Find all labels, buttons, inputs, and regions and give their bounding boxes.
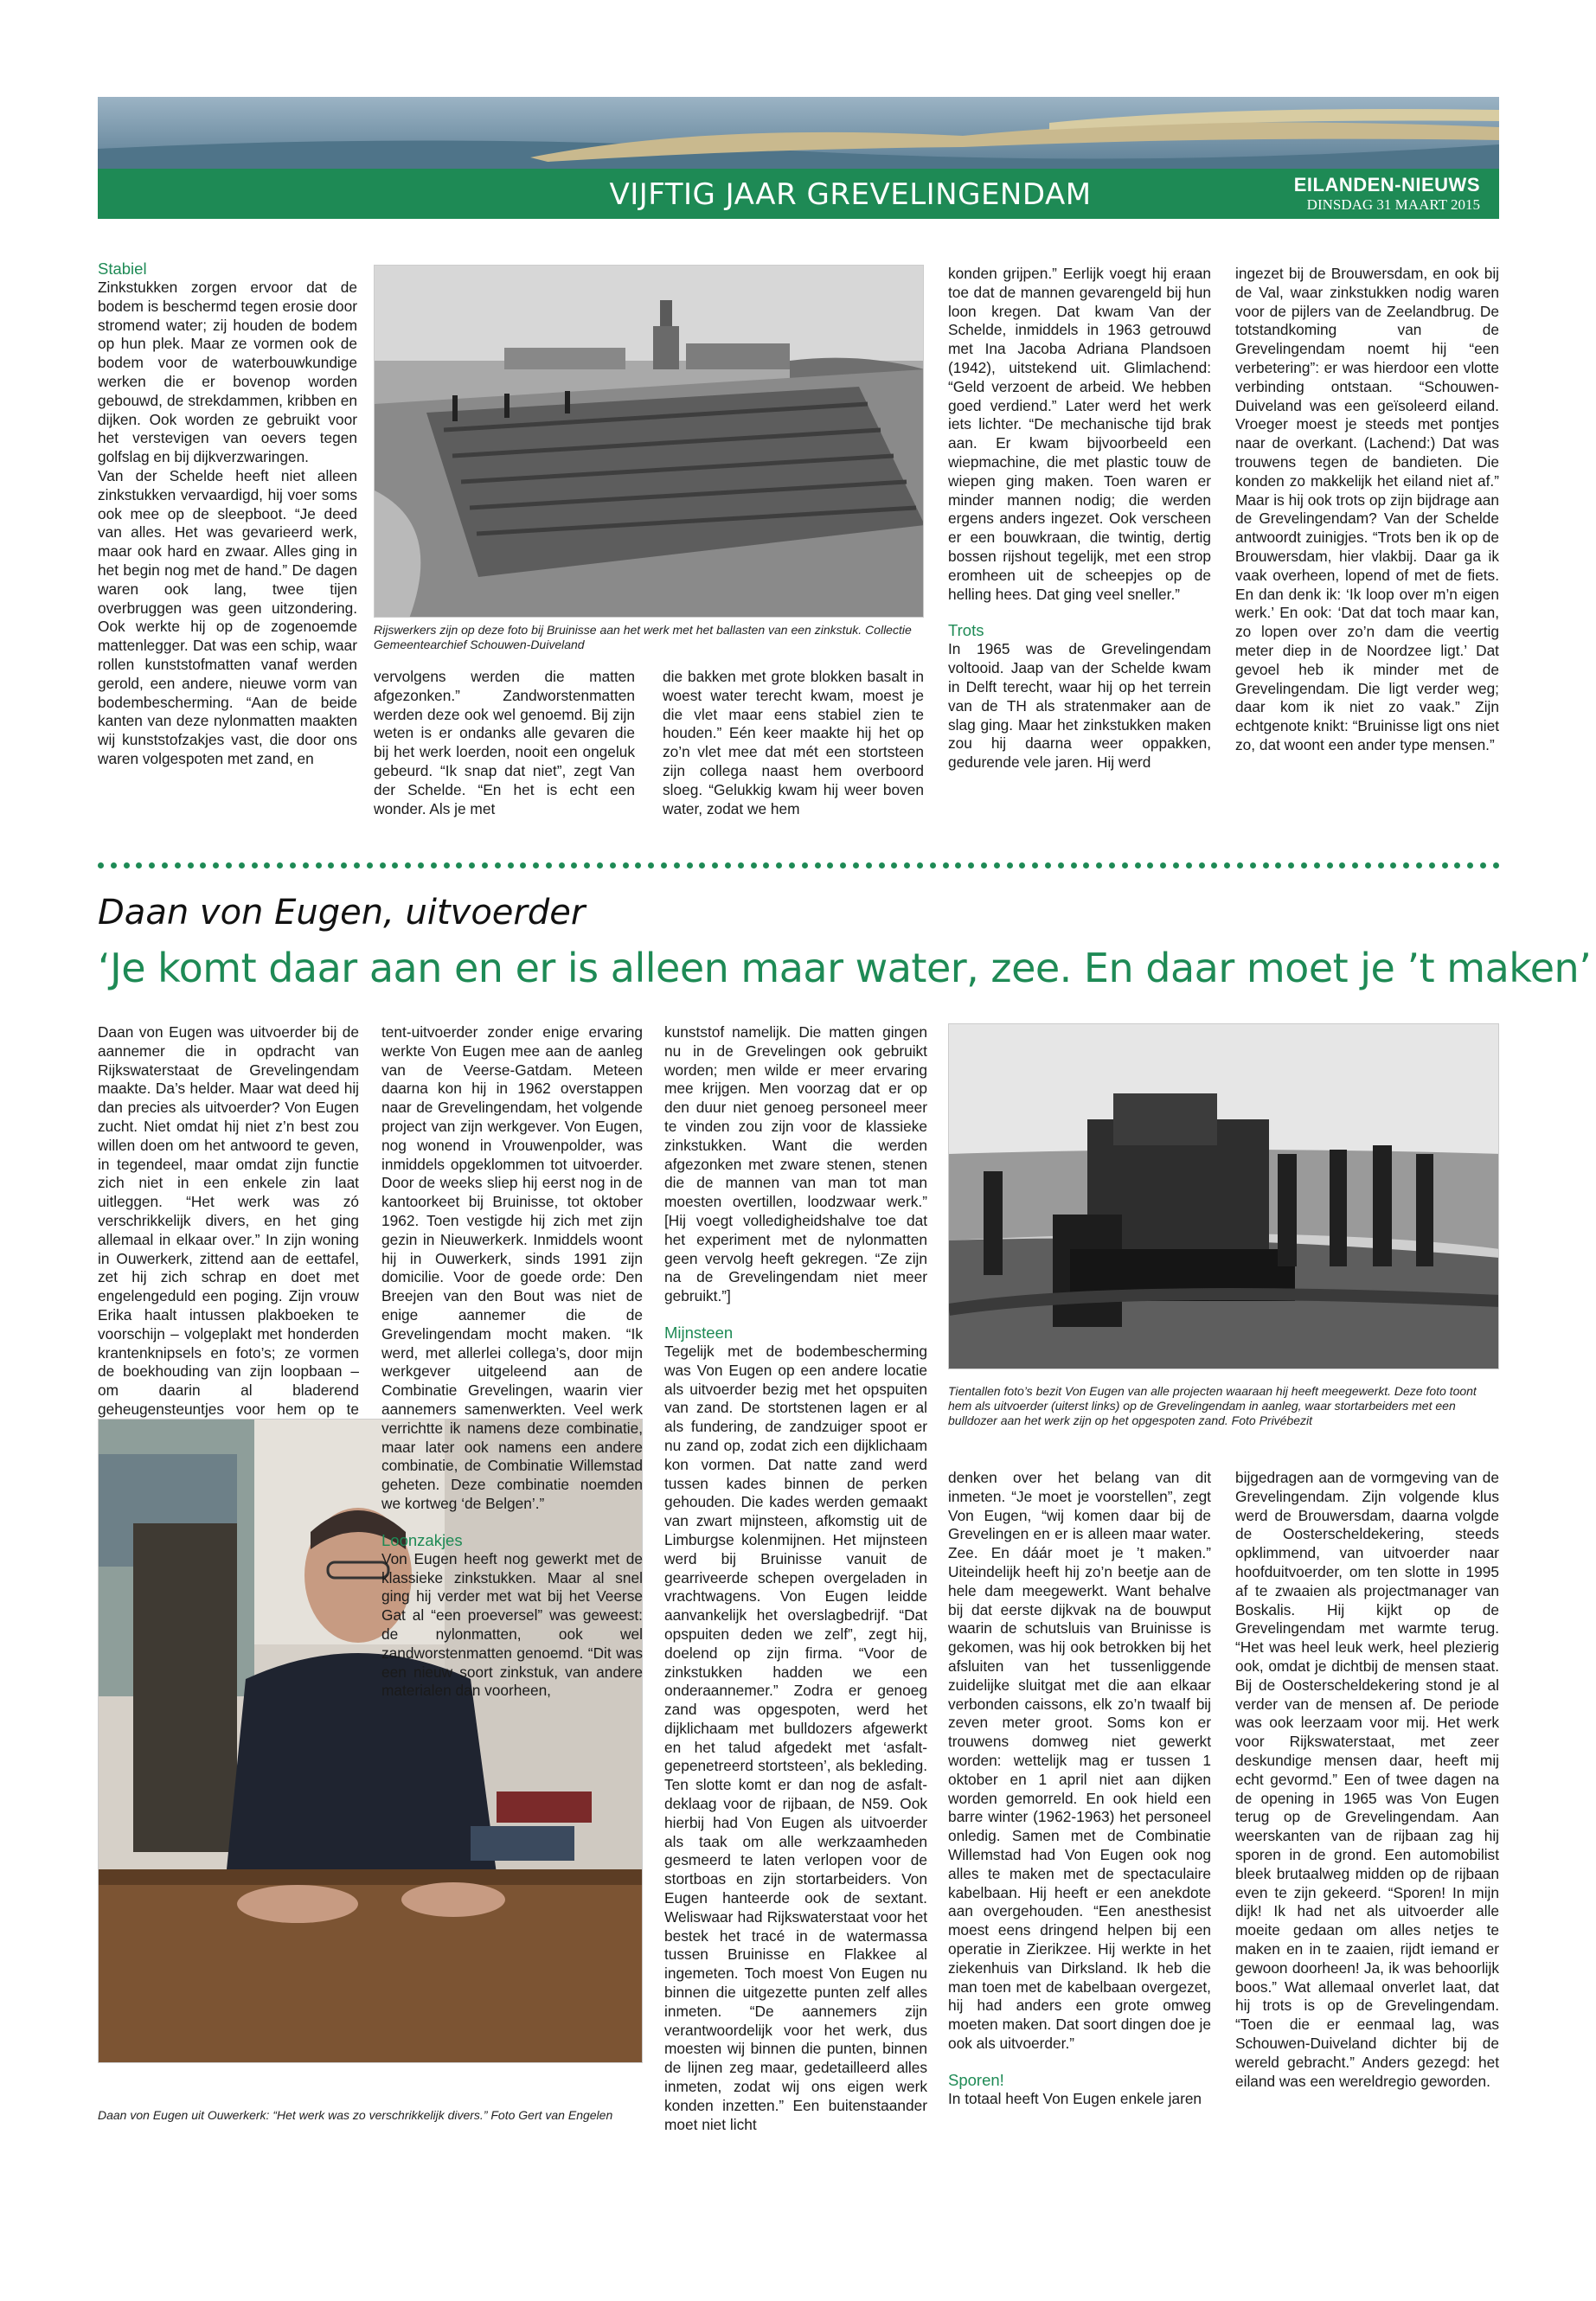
separator-dot bbox=[290, 862, 296, 868]
separator-dot bbox=[661, 862, 667, 868]
separator-dot bbox=[635, 862, 641, 868]
separator-dot bbox=[1007, 862, 1013, 868]
separator-dot bbox=[738, 862, 744, 868]
separator-dot bbox=[1327, 862, 1333, 868]
newspaper-brand: EILANDEN-NIEUWS bbox=[1293, 174, 1480, 195]
top-article-column-5: ingezet bij de Brouwersdam, en ook bij de Val, waar zinkstukken nodig waren voor de pijlers van de Zeelandbrug. De totstandkoming van de Grevelingendam noemt hij “een verbetering”: er was hierdoor een vlotte verbinding ontstaan. “Schouwen-Duiveland was een geïsoleerd eiland. Vroeger moest je steeds met pontjes naar de overkant. (Lachend:) Dat was trouwens tegen de bandieten. Die konden zo makkelijk het eiland niet af.” Maar is hij ook trots op zijn bijdrage aan de Grevelingendam? Van der Schelde antwoordt zuinigjes. “Trots ben ik op de Brouwersdam, hier vlakbij. Daar ga ik vaak overheen, lopend of met de fiets. En dan denk ik: ‘Ik loop over m’n eigen werk.’ En ook: ‘Dat dat toch maar kan, zo lopen over zo’n dam die veertig meter diep in de Noordzee ligt.’ Dat gevoel heb ik minder met de Grevelingendam. Die ligt verder weg; daar kom ik niet zo vaak.” Zijn echtgenote knikt: “Bruinisse ligt ons niet zo, dat woont een ander type mensen.” bbox=[1235, 265, 1499, 753]
separator-dot bbox=[1416, 862, 1422, 868]
paragraph: In totaal heeft Von Eugen enkele jaren bbox=[948, 2089, 1202, 2107]
separator-dot bbox=[226, 862, 232, 868]
separator-dot bbox=[802, 862, 808, 868]
separator-dot bbox=[111, 862, 117, 868]
paragraph: denken over het belang van dit inmeten. “Je moet je voorstellen”, zegt Von Eugen, “wij komen daar bij de Grevelingen en er is alleen maar water. Zee. En dáár moet je ’t maken.” Uiteindelijk heeft hij zo’n beetje aan de hele dam meegewerkt. Want behalve bij dat eerste dijkvak na de bouwput waarin de schutsluis van Bruinisse is gekomen, was hij ook betrokken bij het afsluiten van het tussenliggende zuidelijke sluitgat met die aan elkaar verbonden caissons, elk zo’n twaalf bij zeven meter groot. Soms kon er trouwens domweg niet gewerkt worden: wettelijk mag er tussen 1 oktober en 1 april niet aan dijken worden gemorreld. En ook hield een barre winter (1962-1963) het personeel onledig. Samen met de Combinatie Willemstad had Von Eugen ook nog alles te maken met de spectaculaire kabelbaan. Hij heeft er een anekdote aan overgehouden. “Een anesthesist moest eens dringend helpen bij een operatie in Zierikzee. Hij werkte in het ziekenhuis van Dirksland. Ik heb die man toen met de kabelbaan overgezet, hij had anders een grote omweg moeten maken. Dat soort dingen doe je ook als uitvoerder.” bbox=[948, 1469, 1211, 2052]
paragraph: konden grijpen.” Eerlijk voegt hij eraan toe dat de mannen gevarengeld bij hun loon kregen. Dat kwam Van der Schelde, inmiddels in 1963 getrouwd met Ina Jacoba Adriana Plandsoen (1942), uitstekend uit. Glimlachend: “Geld verzoent de arbeid. We hebben goed verdiend.” Later werd het werk iets lichter. “De mechanische tijd brak aan. Er kwam bijvoorbeeld een wiepmachine, die met plastic touw de wiepen ging maken. Toen waren er minder mannen nodig; die werden ergens anders ingezet. Ook verscheen er een bouwkraan, die twintig, dertig bossen rijshout tegelijk, met een strop eromheen uit de scheepjes op de helling hees. Dat ging veel sneller.” bbox=[948, 265, 1211, 603]
separator-dot bbox=[482, 862, 488, 868]
separator-dot bbox=[1032, 862, 1038, 868]
separator-dot bbox=[866, 862, 872, 868]
separator-dot bbox=[1275, 862, 1281, 868]
separator-dot bbox=[1480, 862, 1486, 868]
separator-dot bbox=[891, 862, 897, 868]
separator-dot bbox=[136, 862, 142, 868]
separator-dot bbox=[98, 862, 104, 868]
separator-dot bbox=[1237, 862, 1243, 868]
separator-dot bbox=[1058, 862, 1064, 868]
portrait-caption: Daan von Eugen uit Ouwerkerk: “Het werk was zo verschrikkelijk divers.” Foto Gert van Engelen bbox=[98, 2108, 613, 2122]
top-article-column-4 bbox=[948, 265, 1211, 772]
separator-dot bbox=[930, 862, 936, 868]
separator-dot bbox=[341, 862, 347, 868]
separator-dot bbox=[1045, 862, 1051, 868]
separator-dot bbox=[1301, 862, 1307, 868]
separator-dot bbox=[1352, 862, 1358, 868]
section-subhead: Trots bbox=[948, 621, 984, 640]
separator-dot bbox=[674, 862, 680, 868]
section-subhead: Sporen! bbox=[948, 2070, 1004, 2089]
main-article-column-5: bijgedragen aan de vormgeving van de Grevelingendam. Zijn volgende klus werd de Brouwersdam, daarna volgde de Oosterscheldekering, steeds opklimmend, van uitvoerder naar hoofduitvoerder, om ten slotte in 1995 af te zwaaien als projectmanager van Boskalis. Hij kijkt op de Grevelingendam met warmte terug. “Het was heel leuk werk, heel plezierig ook, omdat je dichtbij de mensen staat. Bij de Oosterscheldekering stond je al verder van de mensen af. De periode was ook leerzaam voor mij. Het werk voor Rijkswaterstaat, met zeer deskundige mensen daar, heeft mij echt gevormd.” Een of twee dagen na de opening in 1965 was Von Eugen terug op de Grevelingendam. Aan weerskanten van de rijbaan zag hij sporen in de grond. Een automobilist bleek brutaalweg midden op de rijbaan even te zijn gekeerd. “Sporen! In mijn dijk! Ik had net als uitvoerder alle moeite gedaan om alles netjes te maken en in te zaaien, rijdt iemand er gewoon doorheen! Ja, ik was behoorlijk boos.” Wat allemaal onverlet laat, dat hij trots is op de Grevelingendam. “Toen die er eenmaal lag, was Schouwen-Duiveland dichter bij de wereld gebracht.” Anders gezegd: het eiland was een wereldregio geworden. bbox=[1235, 1469, 1499, 2090]
separator-dot bbox=[533, 862, 539, 868]
paragraph: Zinkstukken zorgen ervoor dat de bodem is beschermd tegen erosie door stromend water; zij houden de bodem op hun plek. Maar ze vormen ook de bodem voor de waterbouwkundige werken die er bovenop worden gebouwd, de strekdammen, kribben en dijken. Ook worden ze gebruikt voor het verstevigen van oevers tegen golfslag en bij dijkverzwaringen. bbox=[98, 279, 357, 466]
separator-dot bbox=[124, 862, 130, 868]
separator-dot bbox=[1454, 862, 1460, 868]
separator-dot bbox=[1288, 862, 1294, 868]
separator-dot bbox=[648, 862, 654, 868]
bulldozer-photo-caption: Tientallen foto’s bezit Von Eugen van alle projecten waaraan hij heeft meegewerkt. Deze foto toont hem als uitvoerder (uiterst links) op de Grevelingendam in aanleg, waar stortarbeiders met een bulldozer aan het werk zijn op het opgespoten zand. Foto Privébezit bbox=[948, 1384, 1477, 1427]
separator-dot bbox=[584, 862, 590, 868]
separator-dot bbox=[1224, 862, 1230, 868]
separator-dot bbox=[1071, 862, 1077, 868]
separator-dot bbox=[853, 862, 859, 868]
separator-dot bbox=[354, 862, 360, 868]
separator-dot bbox=[1199, 862, 1205, 868]
separator-dot bbox=[520, 862, 526, 868]
separator-dot bbox=[444, 862, 450, 868]
separator-dot bbox=[328, 862, 334, 868]
separator-dot bbox=[827, 862, 833, 868]
separator-dot bbox=[776, 862, 782, 868]
separator-dot bbox=[1378, 862, 1384, 868]
separator-dot bbox=[687, 862, 693, 868]
section-title: VIJFTIG JAAR GREVELINGENDAM bbox=[609, 177, 1092, 212]
separator-dot bbox=[1096, 862, 1102, 868]
separator-dot bbox=[1314, 862, 1320, 868]
separator-dot bbox=[789, 862, 795, 868]
separator-dot bbox=[149, 862, 155, 868]
separator-dot bbox=[1442, 862, 1448, 868]
separator-dot bbox=[994, 862, 1000, 868]
separator-dot bbox=[904, 862, 910, 868]
separator-dot bbox=[200, 862, 206, 868]
separator-dot bbox=[495, 862, 501, 868]
section-subhead: Mijnsteen bbox=[664, 1323, 734, 1342]
separator-dot bbox=[1339, 862, 1345, 868]
separator-dot bbox=[418, 862, 424, 868]
section-subhead: Stabiel bbox=[98, 260, 147, 278]
top-article-column-3: die bakken met grote blokken basalt in woest water terecht kwam, moest je die vlet maar eens stabiel zien te houden.” Eén keer maakte hij het op zo’n vlet mee dat mét een stortsteen zijn collega naast hem overboord sloeg. “Gelukkig kwam hij weer boven water, zodat we hem bbox=[663, 668, 924, 817]
separator-dot bbox=[213, 862, 219, 868]
separator-dot bbox=[815, 862, 821, 868]
separator-dot bbox=[763, 862, 769, 868]
paragraph: Van der Schelde heeft niet alleen zinkstukken vervaardigd, hij voer soms ook mee op de sleepboot. “Je deed van alles. Het was gevarieerd werk, maar ook hard en zwaar. Alles ging in het begin nog met de hand.” De dagen waren ook lang, twee tijen overbruggen was geen uitzondering. Ook werkte hij op de zogenoemde mattenlegger. Dat was een schip, waar rollen kunststofmatten vanaf werden gerold, een andere, nieuwe vorm van bodembescherming. “Aan de beide kanten van deze nylonmatten maakten wij kunststofzakjes vast, die door ons waren volgespoten met zand, en bbox=[98, 466, 357, 767]
historical-photo-bulldozer bbox=[948, 1023, 1499, 1369]
separator-dot bbox=[1211, 862, 1217, 868]
separator-dot bbox=[1186, 862, 1192, 868]
main-article-column-4 bbox=[948, 1469, 1211, 2109]
paragraph: In 1965 was de Grevelingendam voltooid. Jaap van der Schelde kwam in Delft terecht, waar hij op het terrein van de TH als stratenmaker aan de slag ging. Maar het zinkstukken maken zou hij daarna weer oppakken, gedurende vele jaren. Hij werd bbox=[948, 640, 1211, 772]
separator-dot bbox=[955, 862, 961, 868]
separator-dot bbox=[508, 862, 514, 868]
separator-dot bbox=[610, 862, 616, 868]
separator-dot bbox=[1263, 862, 1269, 868]
section-subhead: Loonzakjes bbox=[381, 1530, 463, 1549]
article-kicker: Daan von Eugen, uitvoerder bbox=[98, 893, 586, 933]
paragraph: tent-uitvoerder zonder enige ervaring werkte Von Eugen mee aan de aanleg van de Veerse-Gatdam. Meteen daarna kon hij in 1962 overstappen naar de Grevelingendam, het volgende project van zijn werkgever. Von Eugen, nog wonend in Vrouwenpolder, was inmiddels opgeklommen tot uitvoerder. Door de weeks sliep hij eerst nog in de kantoorkeet bij Bruinisse, tot oktober 1962. Toen vestigde hij zich met zijn gezin in Nieuwerkerk. Inmiddels woont hij in Ouwerkerk, sinds 1991 zijn domicilie. Voor de goede orde: Den Breejen van den Bout was niet de enige aannemer die de Grevelingendam mocht maken. “Ik werd, met allerlei collega’s, door mijn werkgever uitgeleend aan de Combinatie Grevelingen, waarin vier aannemers samenwerkten. Veel werk verrichtte ik namens deze combinatie, maar later ook namens een andere combinatie, de Combinatie Willemstad geheten. Deze combinatie noemden we kortweg ‘de Belgen’.” bbox=[381, 1023, 643, 1512]
separator-dot bbox=[316, 862, 322, 868]
separator-dot bbox=[968, 862, 974, 868]
paragraph: Von Eugen heeft nog gewerkt met de klassieke zinkstukken. Maar al snel ging hij verder met wat bij het Veerse Gat al “een proeversel” was geweest: de nylonmatten, ook wel zandworstenmatten genoemd. “Dit was een nieuw soort zinkstuk, van andere materialen dan voorheen, bbox=[381, 1549, 643, 1700]
header-aerial-photo bbox=[98, 97, 1499, 169]
separator-dot bbox=[392, 862, 398, 868]
separator-dot bbox=[1122, 862, 1128, 868]
separator-dot bbox=[1403, 862, 1409, 868]
separator-dot bbox=[699, 862, 705, 868]
paragraph: Tegelijk met de bodembescherming was Von Eugen op een andere locatie als uitvoerder bezig met het opspuiten van zand. De stortstenen lagen er al als fundering, de zandzuiger spoot er nu zand op, zodat zich een dijklichaam kon vormen. Dat natte zand werd tussen kades binnen de perken gehouden. Die kades werden gemaakt van zwart mijnsteen, afkomstig uit de Limburgse kolenmijnen. Het mijnsteen werd bij Bruinisse vanuit de gearriveerde schepen overgeladen in vrachtwagens. Von Eugen leidde aanvankelijk het overslagbedrijf. “Dat opspuiten deden we zelf”, zegt hij, doelend op zijn firma. “Voor de zinkstukken hadden we een onderaannemer.” Zodra er genoeg zand was opgespoten, werd het dijklichaam met bulldozers afgewerkt en het talud afgedekt met ‘asfalt-gepenetreerd stortsteen’, als bekleding. Ten slotte komt er dan nog de asfalt-deklaag voor de rijbaan, de N59. Ook hierbij had Von Eugen als uitvoerder als taak om alle werkzaamheden gesmeerd te laten verlopen voor de stortboas en zijn stortarbeiders. Von Eugen hanteerde ook de sextant. Weliswaar had Rijkswaterstaat voor het bestek het tracé in de watermassa tussen Bruinisse en Flakkee al ingemeten. Toch moest Von Eugen nu binnen die uitgezette punten zelf alles inmeten. “De aannemers zijn verantwoordelijk voor het werk, dus moesten wij binnen die punten, binnen de lijnen zeg maar, gedetailleerd alles inmeten, zodat wij ons eigen werk konden inzetten.” Een buitenstaander moet niet licht bbox=[664, 1342, 927, 2133]
separator-dot bbox=[1365, 862, 1371, 868]
top-photo-caption: Rijswerkers zijn op deze foto bij Bruinisse aan het werk met het ballasten van een zinkstuk. Collectie Gemeentearchief Schouwen-Duiveland bbox=[374, 623, 912, 651]
separator-dot bbox=[1019, 862, 1025, 868]
separator-dot bbox=[264, 862, 270, 868]
separator-dot bbox=[623, 862, 629, 868]
separator-dot bbox=[431, 862, 437, 868]
historical-photo-mattress bbox=[374, 265, 924, 618]
separator-dot bbox=[1493, 862, 1499, 868]
separator-dot bbox=[1160, 862, 1166, 868]
paragraph: Daan von Eugen was uitvoerder bij de aannemer die in opdracht van Rijkswaterstaat de Grevelingendam maakte. Da’s helder. Maar wat deed hij dan precies als uitvoerder? Von Eugen zucht. Niet omdat hij niet z’n best zou willen doen om het antwoord te geven, in tegendeel, maar omdat zijn functie zich niet in een enkele zin laat uitleggen. “Het werk was zó verschrikkelijk divers, en het ging allemaal in elkaar over.” In zijn woning in Ouwerkerk, zittend aan de eettafel, zet hij zich schrap en doet met engelengeduld een poging. Zijn vrouw Erika haalt intussen plakboeken te voorschijn – volgeplakt met honderden krantenknipsels en foto’s; ze vormen de boekhouding van zijn loopbaan – om daarin al bladerend geheugensteuntjes voor hem op te bbox=[98, 1023, 359, 1418]
main-article-column-3 bbox=[664, 1023, 927, 2134]
separator-dot bbox=[239, 862, 245, 868]
separator-dot bbox=[1390, 862, 1396, 868]
separator-dot bbox=[597, 862, 603, 868]
separator-dot bbox=[1173, 862, 1179, 868]
separator-dot bbox=[879, 862, 885, 868]
separator-dot bbox=[751, 862, 757, 868]
separator-dot bbox=[405, 862, 411, 868]
separator-dot bbox=[367, 862, 373, 868]
article-headline: ‘Je komt daar aan en er is alleen maar water, zee. En daar moet je ’t maken’ bbox=[98, 945, 1592, 991]
separator-dot bbox=[1147, 862, 1153, 868]
separator-dot bbox=[1109, 862, 1115, 868]
main-article-column-2 bbox=[381, 1023, 643, 1701]
separator-dot bbox=[277, 862, 283, 868]
separator-dot bbox=[380, 862, 386, 868]
separator-dot bbox=[303, 862, 309, 868]
separator-dot bbox=[1429, 862, 1435, 868]
separator-dot bbox=[1467, 862, 1473, 868]
separator-dot bbox=[1135, 862, 1141, 868]
separator-dot bbox=[1250, 862, 1256, 868]
separator-dot bbox=[917, 862, 923, 868]
separator-dot bbox=[571, 862, 577, 868]
separator-dot bbox=[981, 862, 987, 868]
separator-dot bbox=[188, 862, 194, 868]
separator-dot bbox=[546, 862, 552, 868]
separator-dot bbox=[725, 862, 731, 868]
top-article-column-2: vervolgens werden die matten afgezonken.” Zandworstenmatten werden deze ook wel genoemd. Bij zijn weten is er ondanks alle gevaren die bij het werk loerden, nooit een ongeluk gebeurd. “Ik snap dat niet”, zegt Van der Schelde. “En het is echt een wonder. Als je met bbox=[374, 668, 635, 817]
paragraph: kunststof namelijk. Die matten gingen nu in de Grevelingen ook gebruikt worden; men wilde er meer ervaring mee krijgen. Men voorzag dat er op den duur niet genoeg personeel meer te vinden zou zijn voor de klassieke zinkstukken. Want die werden afgezonken met zware stenen, stenen die de mannen van man tot man moesten overtillen, loodzwaar werk.” [Hij voegt volledigheidshalve toe dat het experiment met de nylonmatten geen vervolg heeft gekregen. “Ze zijn na de Grevelingendam niet meer gebruikt.”] bbox=[664, 1023, 927, 1305]
separator-dot bbox=[456, 862, 462, 868]
header-bar bbox=[98, 169, 1499, 219]
separator-dot bbox=[162, 862, 168, 868]
separator-dot bbox=[469, 862, 475, 868]
dotted-separator bbox=[98, 862, 1499, 871]
separator-dot bbox=[559, 862, 565, 868]
separator-dot bbox=[943, 862, 949, 868]
separator-dot bbox=[712, 862, 718, 868]
top-article-column-1 bbox=[98, 260, 357, 769]
issue-date: DINSDAG 31 MAART 2015 bbox=[1306, 196, 1480, 213]
separator-dot bbox=[252, 862, 258, 868]
separator-dot bbox=[840, 862, 846, 868]
separator-dot bbox=[175, 862, 181, 868]
separator-dot bbox=[1083, 862, 1089, 868]
